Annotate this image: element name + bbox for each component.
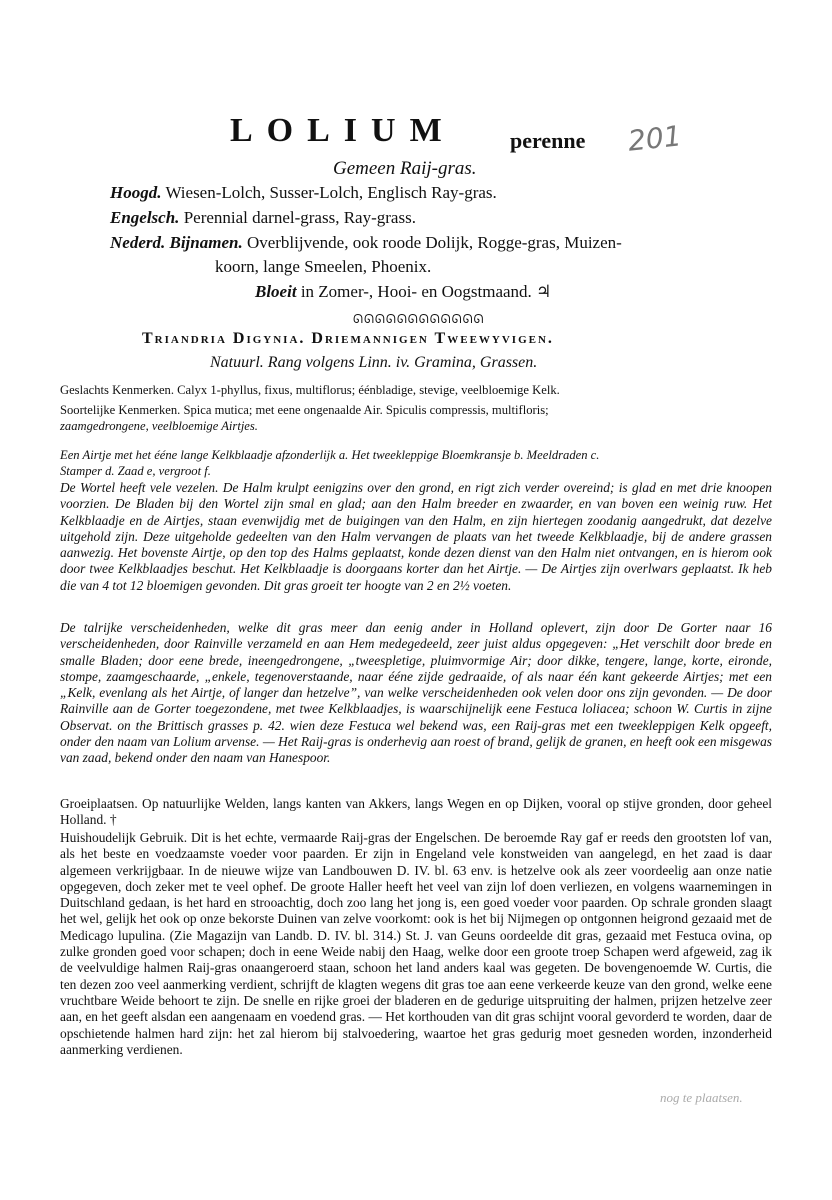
bleed-through-note: nog te plaatsen. <box>660 1090 743 1105</box>
name-line-nederd-cont <box>215 257 431 277</box>
nederd-label: Nederd. Bijnamen. <box>110 233 243 252</box>
figure-note-line1: Een Airtje met het ééne lange Kelkblaadje afzonderlijk a. Het tweekleppige Bloemkransje b. Meeldraden c. <box>60 448 600 462</box>
paragraph-gebruik: Huishoudelijk Gebruik. Dit is het echte, vermaarde Raij-gras der Engelschen. De beroemde Ray gaf er reeds den grootsten lof van, als het beste en voedzaamste voeder voor paarden. Er zijn in Engeland vele konstweiden van aangelegd, en het zaad is daar algemeen verkrijgbaar. In de nieuwe wijze van Landbouwen D. IV. bl. 63 env. is hetzelve ook als zeer voordeelig aan onze natie opgegeven, doch zeker met te veel ophef. De groote Haller heeft het veel van zijn lof doen verliezen, en volgens waarnemingen in Duitschland gedaan, is het hard en strooachtig, doch zoo lang het jong is, een goed voeder voor paarden. Op schrale gronden slaagt het wel, gelijk het ook op onze bekorste Duinen van zelve voorkomt: ook is het bij Nijmegen op ontgonnen heigrond gezaaid met de Medicago lupulina. (Zie Magazijn van Landb. D. IV. bl. 314.) St. J. van Geuns oordeelde dit gras, gezaaid met Festuca ovina, op zulke gronden goed voor schapen; doch in eene Weide nabij den Haag, welke door een groote troep Schapen werd afgeweid, zag ik de veelvuldige halmen Raij-gras onaangeroerd staan, schoon het land anders kaal was gegeten. De bovengenoemde W. Curtis, die ten dezen zoo veel aanmerking verdient, schrijft de klagten wegens dit gras toe aan eene verkeerde keuze van den grond, welke eene vruchtbare Weide behoort te zijn. De snelle en rijke groei der bladeren en de gedurige uitspruiting der halmen, prijzen hetzelve zeer aan, en het geeft alsdan een aangenaam en voedend gras. — Het korthouden van dit gras schijnt vooral gevorderd te worden, daar de opschietende halmen hard zijn: het zal hierom bij stalvoedering, waartoe het gras gedurig moet gesneden worden, inzonderheid aanmerking verdienen. <box>60 830 772 1057</box>
handwritten-number: 201 <box>626 119 684 158</box>
ornament-divider: ᘏᘏᘏᘏᘏᘏᘏᘏᘏᘏᘏᘏ <box>353 312 485 326</box>
bloeit-text: in Zomer-, Hooi- en Oogstmaand. ♃ <box>300 282 552 301</box>
nederd-text-1: Overblijvende, ook roode Dolijk, Rogge-gras, Muizen- <box>246 233 622 252</box>
hoogd-label: Hoogd. <box>110 183 162 202</box>
paragraph-groeiplaatsen: Groeiplaatsen. Op natuurlijke Welden, langs kanten van Akkers, langs Wegen en op Dijken, vooral op stijve gronden, door geheel Holland. † <box>60 796 772 828</box>
name-line-nederd <box>110 233 622 253</box>
figure-note-line2: Stamper d. Zaad e, vergroot f. <box>60 464 211 478</box>
engelsch-label: Engelsch. <box>110 208 180 227</box>
nederd-text-2: koorn, lange Smeelen, Phoenix. <box>215 257 432 276</box>
name-line-engelsch <box>110 208 416 228</box>
species-name: perenne <box>510 128 586 153</box>
genus-title: LOLIUM <box>230 112 456 149</box>
paragraph-verscheidenheden: De talrijke verscheidenheden, welke dit gras meer dan eenig ander in Holland oplevert, zijn door De Gorter naar 16 verscheidenheden, door Rainville verzameld en aan Hem medegedeeld, zeer juist aldus opgegeven: „Het verschilt door brede en smalle Bladen; door eene brede, ineengedrongene, „tweespletige, pluimvormige Air; door dikke, tengere, lange, korte, eironde, stompe, zaamgeschaarde, „enkele, tegenoverstaande, naar ééne zijde gedraaide, of als naar één kant gekeerde Airtjes; met een „Kelk, evenlang als het Airtje, of langer dan hetzelve”, van welke verscheidenheden ook velen door ons zijn gevonden. — De door Rainville aan de Gorter toegezondene, met twee Kelkblaadjes, is waarschijnelijk eene Festuca loliacea; schoon W. Curtis in zijne Observat. on the Brittisch grasses p. 42. wien deze Festuca wel bekend was, een Raij-gras met een tweekleppigen Kelk opgeeft, onder den naam van Lolium arvense. — Het Raij-gras is onderhevig aan roest of brand, gelijk de granen, en heeft ook een misgewas van zaad, bekend onder den naam van Hanespoor. <box>60 620 772 766</box>
bloeit-line <box>255 282 551 302</box>
classification-line: Triandria Digynia. Driemannigen Tweewyvigen. <box>142 330 554 347</box>
geslachts-kenmerken: Geslachts Kenmerken. Calyx 1-phyllus, fixus, multiflorus; éénbladige, stevige, veelbloemige Kelk. <box>60 383 560 397</box>
common-name: Gemeen Raij-gras. <box>333 158 477 179</box>
soortelijke-kenmerken: Soortelijke Kenmerken. Spica mutica; met eene ongenaalde Air. Spiculis compressis, multifloris; <box>60 403 549 417</box>
engelsch-text: Perennial darnel-grass, Ray-grass. <box>183 208 416 227</box>
title-row <box>0 112 832 162</box>
bloeit-label: Bloeit <box>255 282 297 301</box>
hoogd-text: Wiesen-Lolch, Susser-Lolch, Englisch Ray-gras. <box>165 183 497 202</box>
name-line-hoogd <box>110 183 497 203</box>
soortelijke-kenmerken-cont: zaamgedrongene, veelbloemige Airtjes. <box>60 419 258 433</box>
paragraph-wortel: De Wortel heeft vele vezelen. De Halm krulpt eenigzins over den grond, en rigt zich verder overeind; is glad en met drie knoopen voorzien. De Bladen bij den Wortel zijn smal en glad; aan den Halm breeder en zwaarder, en van boven een weinig ruw. Het Kelkblaadje en de Airtjes, staan evenwijdig met de buigingen van den Halm, en zijn hiertegen zoodanig aangedrukt, dat dezelve uitgehold zijn. Deze uitgeholde gedeelten van den Halm vervangen de plaats van het tweede Kelkblaadje, bij de andere grassen aanwezig. Het bovenste Airtje, op den top des Halms geplaatst, konde dezen dienst van den Halm niet ontvangen, en is hierom ook door twee Kelkblaadjes beschut. Het Kelkblaadje is doorgaans korter dan het Airtje. — De Airtjes zijn overlwars geplaatst. Ik heb die van 4 tot 12 bloemigen gevonden. Dit gras groeit ter hoogte van 2 en 2½ voeten. <box>60 480 772 593</box>
natural-rank: Natuurl. Rang volgens Linn. iv. Gramina, Grassen. <box>210 354 538 371</box>
